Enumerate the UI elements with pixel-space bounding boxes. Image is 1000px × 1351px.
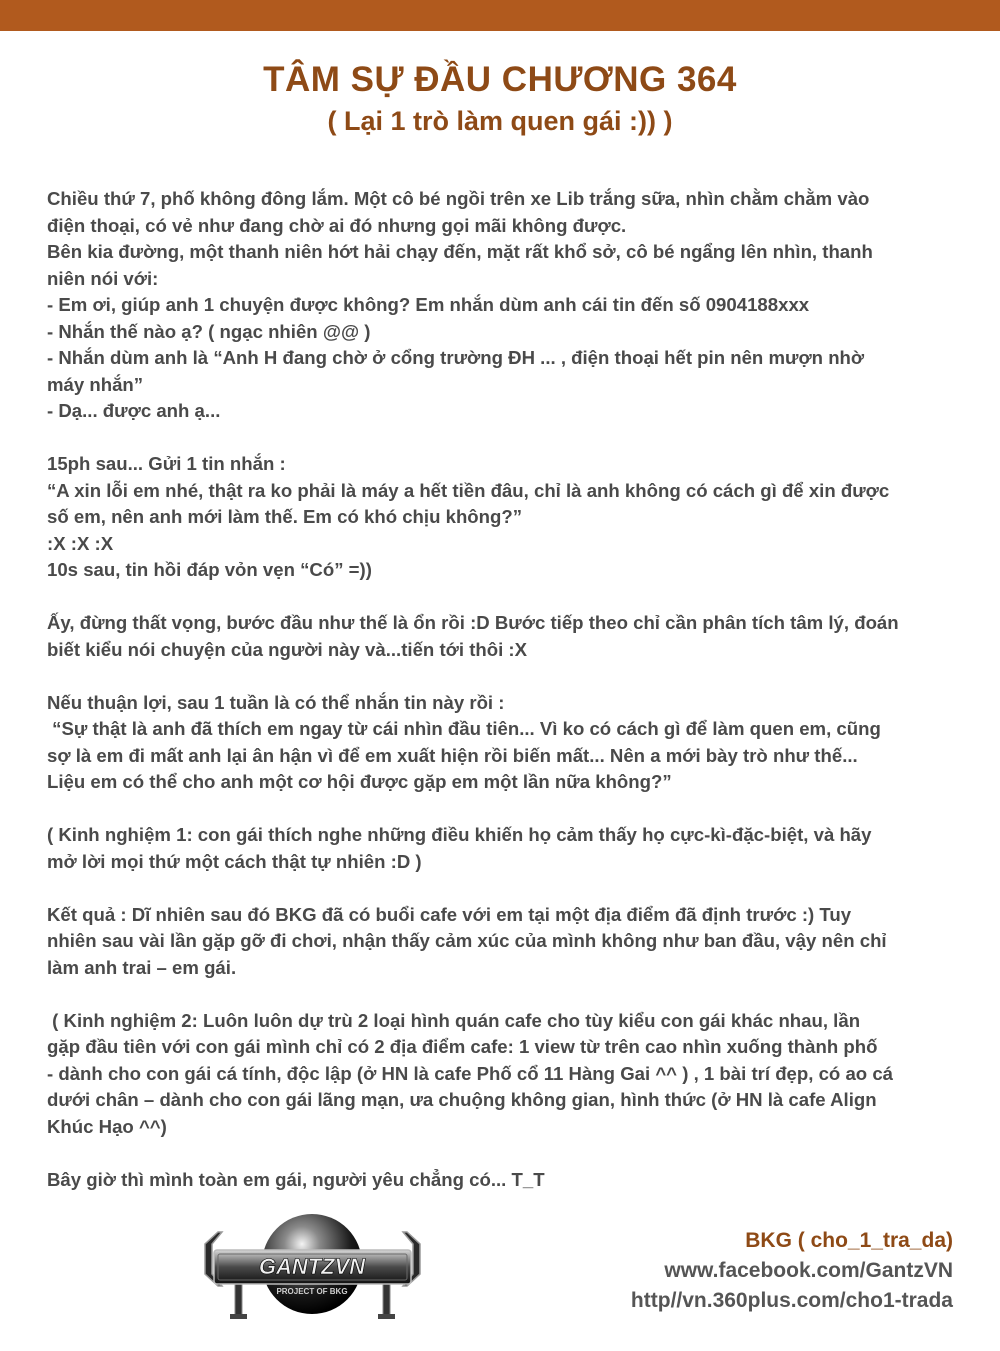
text-line: Bên kia đường, một thanh niên hớt hải chạy đến, mặt rất khổ sở, cô bé ngẩng lên nhìn, thanh <box>47 241 873 262</box>
text-line: Ấy, đừng thất vọng, bước đầu như thế là ổn rồi :D Bước tiếp theo chỉ cần phân tích tâm lý, đoán <box>47 612 899 633</box>
text-line: Nếu thuận lợi, sau 1 tuần là có thể nhắn tin này rồi : <box>47 691 505 713</box>
text-line: Chiều thứ 7, phố không đông lắm. Một cô bé ngồi trên xe Lib trắng sữa, nhìn chằm chằm vào <box>47 188 870 209</box>
page-title: TÂM SỰ ĐẦU CHƯƠNG 364 <box>263 60 737 99</box>
article-body <box>47 186 957 1193</box>
text-line: máy nhắn” <box>47 373 144 395</box>
page-subtitle: ( Lại 1 trò làm quen gái :)) ) <box>327 106 673 136</box>
paragraph-gap <box>47 796 957 823</box>
text-line: làm anh trai – em gái. <box>47 956 237 978</box>
text-line: gặp đầu tiên với con gái mình chỉ có 2 địa điểm cafe: 1 view từ trên cao nhìn xuống thành phố <box>47 1036 878 1057</box>
text-line: nhiên sau vài lần gặp gỡ đi chơi, nhận thấy cảm xúc của mình không như ban đầu, vậy nên chỉ <box>47 930 887 951</box>
paragraph-gap <box>47 981 957 1008</box>
text-line: 15ph sau... Gửi 1 tin nhắn : <box>47 453 286 474</box>
facebook-link[interactable]: www.facebook.com/GantzVN <box>664 1259 953 1282</box>
text-line: “Sự thật là anh đã thích em ngay từ cái nhìn đầu tiên... Vì ko có cách gì để làm quen em, cũng <box>47 718 881 739</box>
text-line: - Nhắn dùm anh là “Anh H đang chờ ở cổng trường ĐH ... , điện thoại hết pin nên mượn nhờ <box>47 347 865 368</box>
footer-credits <box>631 1226 953 1316</box>
paragraph-gap <box>47 584 957 611</box>
paragraph-gap <box>47 425 957 452</box>
text-line: Khúc Hạo ^^) <box>47 1115 167 1137</box>
text-line: ( Kinh nghiệm 1: con gái thích nghe những điều khiến họ cảm thấy họ cực-kì-đặc-biệt, và hãy <box>47 824 872 845</box>
paragraph-gap <box>47 875 957 902</box>
paragraph-gap <box>47 663 957 690</box>
site-link[interactable]: http//vn.360plus.com/cho1-trada <box>630 1289 953 1312</box>
text-line: ( Kinh nghiệm 2: Luôn luôn dự trù 2 loại hình quán cafe cho tùy kiểu con gái khác nhau, lần <box>47 1009 861 1031</box>
text-line: Liệu em có thể cho anh một cơ hội được gặp em một lần nữa không?” <box>47 771 672 792</box>
top-bar <box>0 0 1000 31</box>
gantz-sphere-logo-icon <box>200 1212 425 1324</box>
text-line: số em, nên anh mới làm thế. Em có khó chịu không?” <box>47 506 523 527</box>
text-line: điện thoại, có vẻ như đang chờ ai đó nhưng gọi mãi không được. <box>47 214 627 236</box>
text-line: :X :X :X <box>47 532 114 554</box>
paragraph-gap <box>47 1140 957 1167</box>
text-line: niên nói với: <box>47 267 159 289</box>
text-line: biết kiểu nói chuyện của người này và...tiến tới thôi :X <box>47 638 528 660</box>
text-line: - Dạ... được anh ạ... <box>47 400 221 421</box>
text-line: “A xin lỗi em nhé, thật ra ko phải là máy a hết tiền đâu, chỉ là anh không có cách gì để xin được <box>47 479 890 501</box>
text-line: - dành cho con gái cá tính, độc lập (ở HN là cafe Phố cổ 11 Hàng Gai ^^ ) , 1 bài trí đẹp, có ao cá <box>47 1062 893 1084</box>
text-line: mở lời mọi thứ một cách thật tự nhiên :D ) <box>47 850 422 872</box>
text-line: - Em ơi, giúp anh 1 chuyện được không? Em nhắn dùm anh cái tin đến số 0904188xxx <box>47 294 810 315</box>
text-line: Kết quả : Dĩ nhiên sau đó BKG đã có buổi cafe với em tại một địa điểm đã định trước :) Tuy <box>47 903 852 925</box>
logo-subtext: PROJECT OF BKG <box>276 1287 348 1296</box>
text-line: 10s sau, tin hồi đáp vỏn vẹn “Có” =)) <box>47 559 372 580</box>
text-line: Bây giờ thì mình toàn em gái, người yêu chẳng có... T_T <box>47 1168 545 1190</box>
logo-text: GANTZVN <box>258 1254 366 1279</box>
text-line: - Nhắn thế nào ạ? ( ngạc nhiên @@ ) <box>47 320 371 342</box>
text-line: sợ là em đi mất anh lại ân hận vì để em xuất hiện rồi biến mất... Nên a mới bày trò như thế... <box>47 744 858 766</box>
author-credit: BKG ( cho_1_tra_da) <box>745 1229 953 1252</box>
text-line: dưới chân – dành cho con gái lãng mạn, ưa chuộng không gian, hình thức (ở HN là cafe Align <box>47 1089 877 1110</box>
